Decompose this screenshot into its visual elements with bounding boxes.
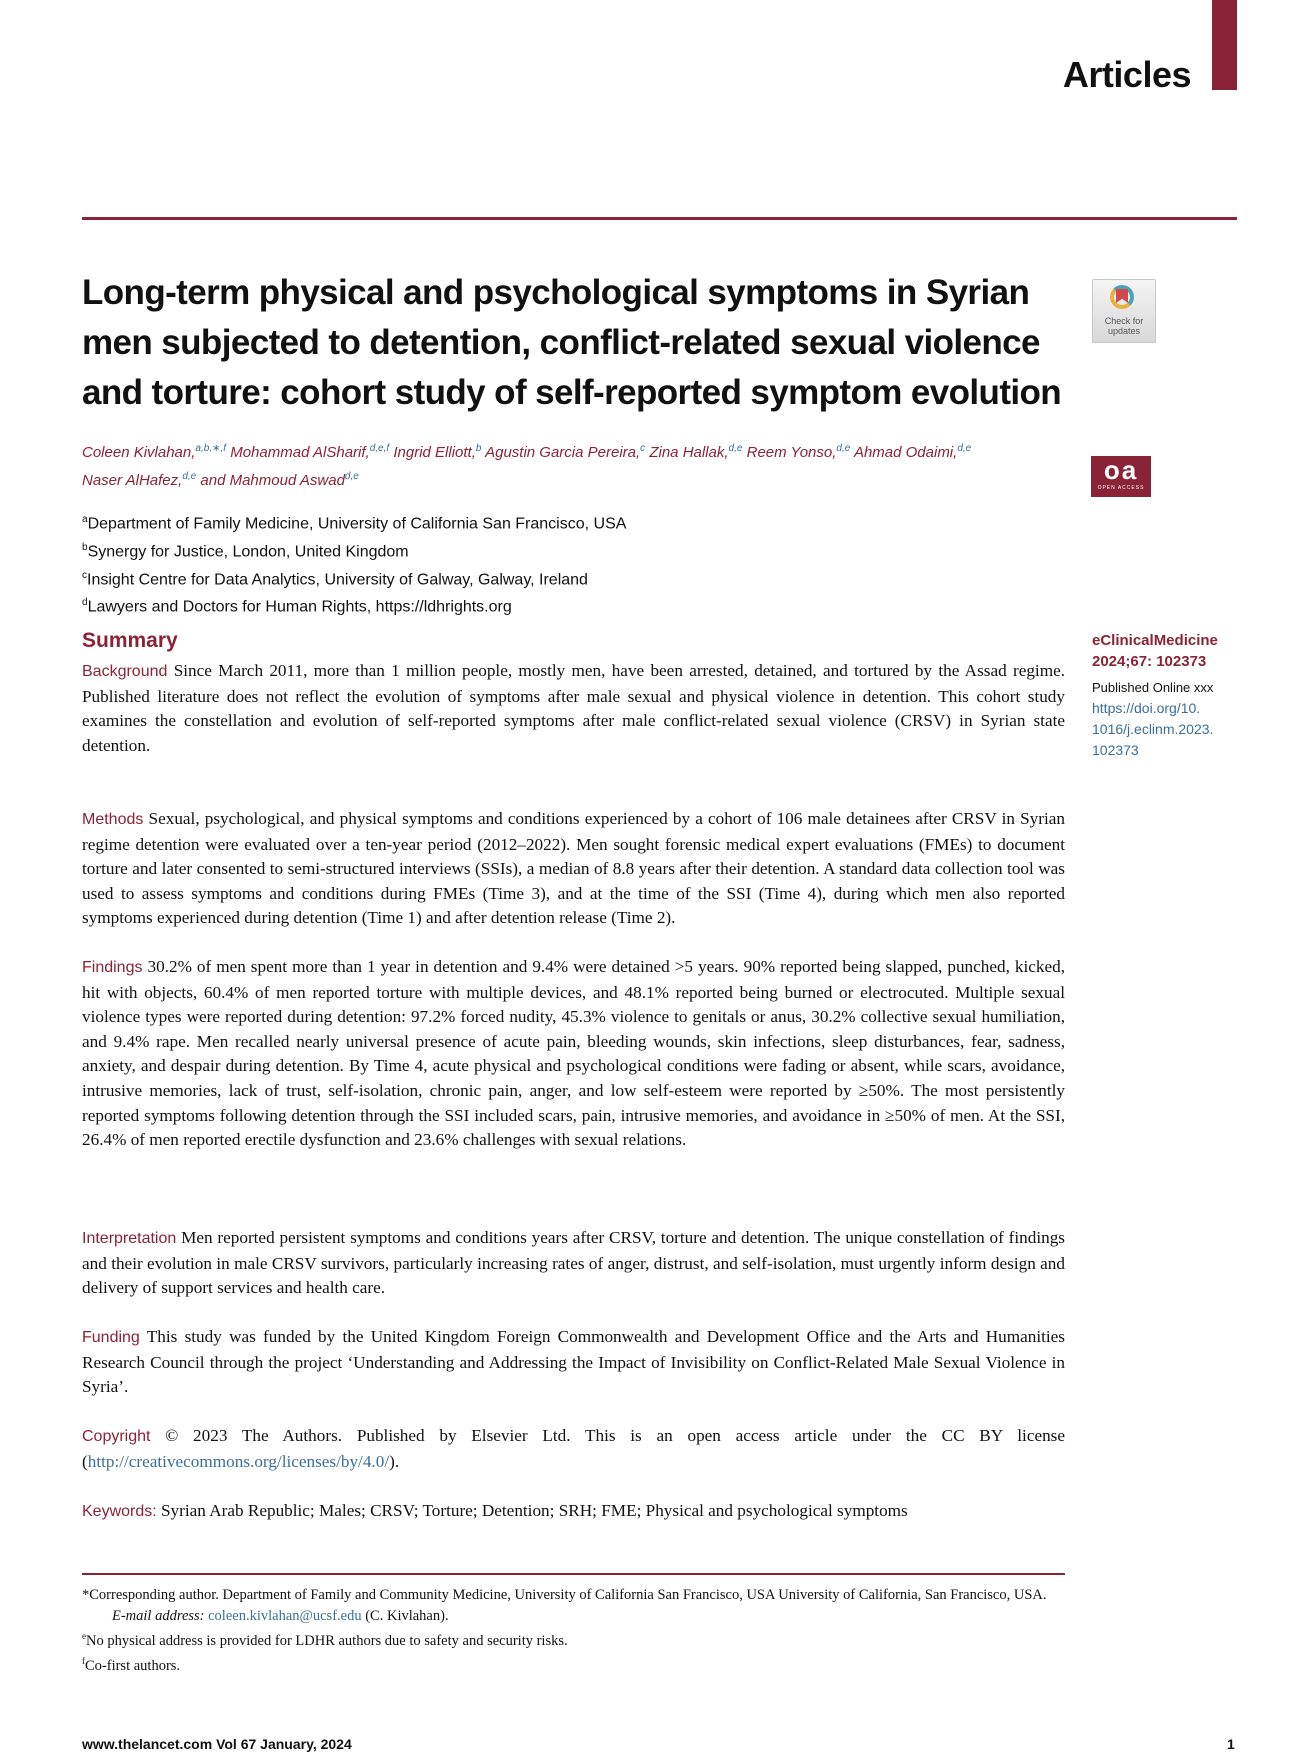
section-label: Background <box>82 663 168 680</box>
affiliations <box>82 508 982 619</box>
section-label: Keywords: <box>82 1503 157 1520</box>
page-number: 1 <box>1227 1736 1235 1752</box>
header-rule <box>82 217 1237 220</box>
summary-background: Background Since March 2011, more than 1 million people, mostly men, have been arrested, detained, and tortured by the Assad regime. Published literature does not reflect the evolution of symptoms after male sexual and physical violence in detention. This cohort study examines the constellation and evolution of self-reported symptoms after male conflict-related sexual violence (CRSV) in Syrian state detention. <box>82 661 1065 755</box>
author-list <box>82 437 1072 493</box>
doi-link[interactable]: https://doi.org/10. 1016/j.eclinm.2023. 102373 <box>1092 700 1214 758</box>
section-label: Interpretation <box>82 1230 177 1247</box>
published-online: Published Online xxx <box>1092 680 1214 695</box>
summary-heading: Summary <box>82 629 178 652</box>
author[interactable]: Ingrid Elliott,$^b$ <box>393 443 482 461</box>
open-access-text: OPEN ACCESS <box>1097 485 1145 491</box>
affiliation: $^a$Department of Family Medicine, University of California San Francisco, USA <box>82 514 627 533</box>
section-label: Copyright <box>82 1428 151 1445</box>
open-access-badge <box>1091 456 1151 497</box>
journal-name: eClinicalMedicine <box>1092 632 1218 649</box>
check-updates-label: Check for updates <box>1104 316 1144 336</box>
corresponding-author-note: *Corresponding author. Department of Family and Community Medicine, University of California San Francisco, USA University of California, San Francisco, USA. <box>82 1587 1047 1603</box>
section-label: Methods <box>82 811 144 828</box>
author[interactable]: Mohammad AlSharif,$^{d,e,f}$ <box>230 443 390 461</box>
section-label: Findings <box>82 959 143 976</box>
title-line: Long-term physical and psychological symptoms in Syrian <box>82 273 1030 312</box>
summary-keywords: Keywords: Syrian Arab Republic; Males; CRSV; Torture; Detention; SRH; FME; Physical and psychological symptoms <box>82 1501 908 1520</box>
author[interactable]: Ahmad Odaimi,$^{d,e}$ <box>853 443 972 461</box>
affiliation: $^b$Synergy for Justice, London, United Kingdom <box>82 541 409 561</box>
license-link[interactable]: http://creativecommons.org/licenses/by/4.0/ <box>87 1451 390 1471</box>
summary-interpretation: Interpretation Men reported persistent symptoms and conditions years after CRSV, torture and detention. The unique constellation of findings and their evolution in male CRSV survivors, particularly increasing rates of anger, distrust, and self-isolation, must urgently inform design and delivery of support services and health care. <box>82 1228 1065 1298</box>
author[interactable]: Naser AlHafez,$^{d,e}$ <box>82 471 197 489</box>
author[interactable]: Coleen Kivlahan,$^{a,b,∗,f}$ <box>82 443 227 461</box>
section-label: Articles <box>1062 54 1191 95</box>
footnotes <box>82 1585 1065 1677</box>
summary-findings: Findings 30.2% of men spent more than 1 year in detention and 9.4% were detained >5 years. 90% reported being slapped, punched, kicked, hit with objects, 60.4% of men reported torture with multiple devices, and 48.1% reported being burned or electrocuted. Multiple sexual violence types were reported during detention: 97.2% forced nudity, 45.3% violence to genitals or anus, 30.2% collective sexual humiliation, and 9.4% rape. Men recalled nearly universal presence of acute pain, bleeding wounds, skin infections, sleep disturbances, fear, sadness, anxiety, and despair during detention. By Time 4, acute physical and psychological conditions were fading or absent, while scars, avoidance, intrusive memories, lack of trust, self-isolation, chronic pain, anger, and low self-esteem were reported by ≥50%. The most persistently reported symptoms following detention through the SSI included scars, pain, intrusive memories, and avoidance in ≥50% of men. At the SSI, 26.4% of men reported erectile dysfunction and 23.6% challenges with sexual relations. <box>82 957 1065 1150</box>
author[interactable]: Reem Yonso,$^{d,e}$ <box>746 443 851 461</box>
author[interactable]: Zina Hallak,$^{d,e}$ <box>649 443 743 461</box>
affiliation: $^c$Insight Centre for Data Analytics, University of Galway, Galway, Ireland <box>82 569 588 588</box>
journal-citation: 2024;67: 102373 <box>1092 653 1207 670</box>
summary-copyright: Copyright © 2023 The Authors. Published by Elsevier Ltd. This is an open access article under the CC BY license (http://creativecommons.org/licenses/by/4.0/). <box>82 1426 1065 1471</box>
check-for-updates-button[interactable] <box>1092 279 1156 343</box>
open-access-logo: oa <box>1103 455 1139 485</box>
section-label: Funding <box>82 1329 140 1346</box>
author[interactable]: and Mahmoud Aswad$^{d,e}$ <box>200 471 359 489</box>
article-title <box>82 268 1072 418</box>
footnote-e: $^e$No physical address is provided for LDHR authors due to safety and security risks. <box>82 1631 568 1649</box>
title-line: and torture: cohort study of self-reported symptom evolution <box>82 373 1062 412</box>
footnote-rule <box>82 1573 1065 1575</box>
title-line: men subjected to detention, conflict-related sexual violence <box>82 323 1040 362</box>
citation-sidebar <box>1092 630 1292 761</box>
summary-funding: Funding This study was funded by the United Kingdom Foreign Commonwealth and Development Office and the Arts and Humanities Research Council through the project ‘Understanding and Addressing the Impact of Invisibility on Conflict-Related Male Sexual Violence in Syria’. <box>82 1327 1065 1397</box>
footer-journal-info: www.thelancet.com Vol 67 January, 2024 <box>82 1736 352 1752</box>
affiliation: $^d$Lawyers and Doctors for Human Rights, https://ldhrights.org <box>82 597 512 616</box>
email-note: E-mail address: coleen.kivlahan@ucsf.edu (C. Kivlahan). <box>112 1607 449 1624</box>
author[interactable]: Agustin Garcia Pereira,$^c$ <box>485 443 646 461</box>
section-color-bar <box>1212 0 1237 90</box>
summary-methods: Methods Sexual, psychological, and physical symptoms and conditions experienced by a cohort of 106 male detainees after CRSV in Syrian regime detention were evaluated over a ten-year period (2012–2022). Men sought forensic medical expert evaluations (FMEs) to document torture and later consented to semi-structured interviews (SSIs), a median of 8.8 years after their detention. A standard data collection tool was used to assess symptoms and conditions during FMEs (Time 3), and at the time of the SSI (Time 4), during which men also reported symptoms experienced during detention (Time 1) and after detention release (Time 2). <box>82 809 1065 928</box>
footnote-f: $^f$Co-first authors. <box>82 1656 181 1675</box>
email-link[interactable]: coleen.kivlahan@ucsf.edu <box>208 1607 362 1624</box>
